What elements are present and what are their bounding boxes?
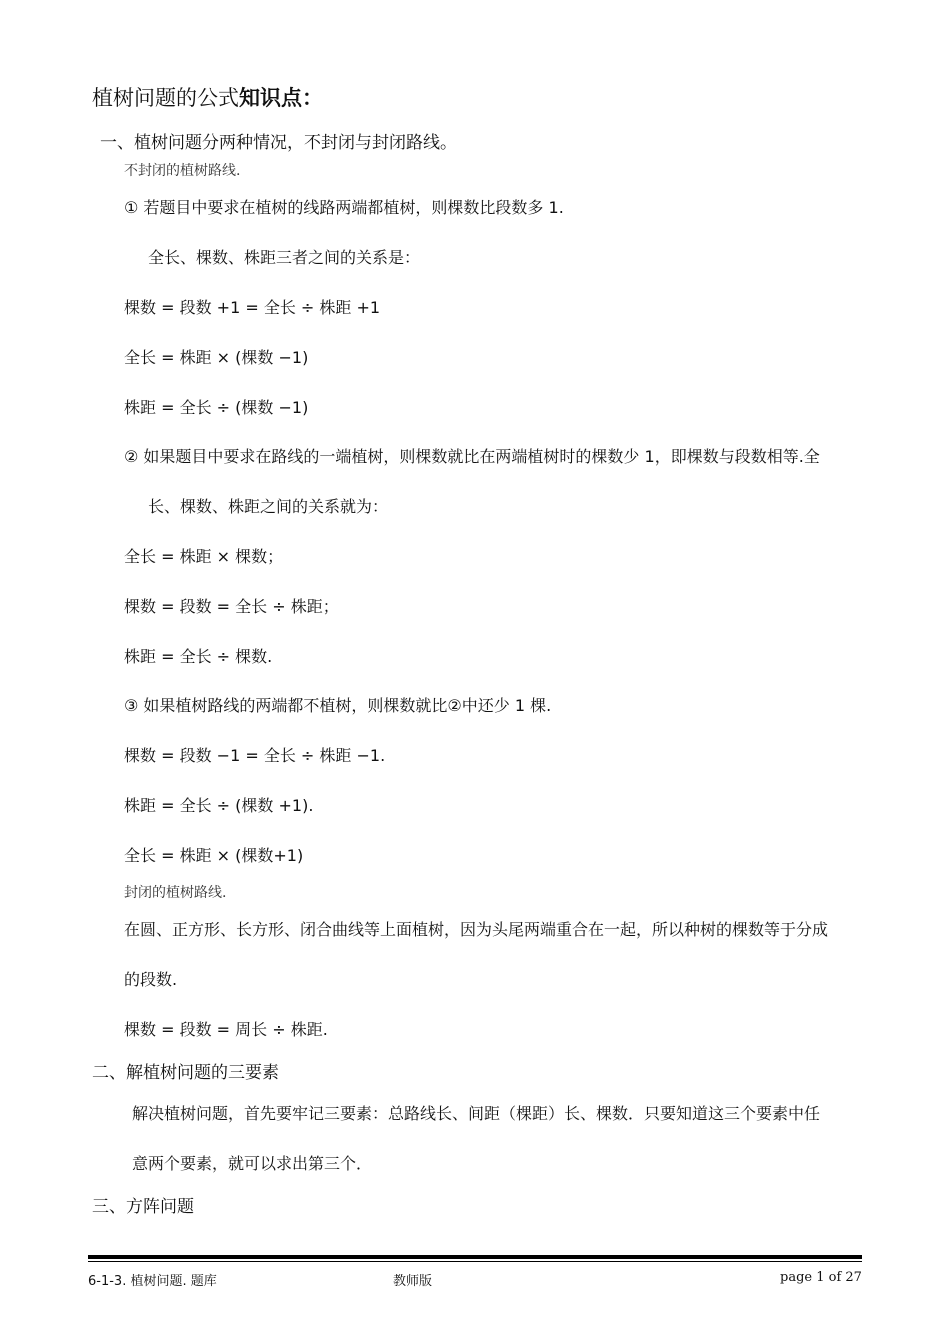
case-2-formula-2: 棵数 = 段数 = 全长 ÷ 株距； [124, 597, 339, 616]
case-3-formula-2: 株距 = 全长 ÷ (棵数 +1). [124, 796, 314, 815]
page-title-bold: 知识点： [239, 86, 323, 110]
case-1-formula-3: 株距 = 全长 ÷ (棵数 −1) [124, 398, 309, 417]
case-3-formula-1: 棵数 = 段数 −1 = 全长 ÷ 株距 −1. [124, 746, 386, 765]
case-3-formula-3: 全长 = 株距 × (棵数+1) [124, 846, 304, 865]
section-2-heading: 二、解植树问题的三要素 [92, 1063, 279, 1083]
case-2-formula-1: 全长 = 株距 × 棵数； [124, 547, 284, 566]
case-2-formula-3: 株距 = 全长 ÷ 棵数. [124, 647, 273, 666]
case-1-text: ① 若题目中要求在植树的线路两端都植树，则棵数比段数多 1. [124, 198, 564, 217]
case-3-text: ③ 如果植树路线的两端都不植树，则棵数就比②中还少 1 棵. [124, 696, 552, 715]
section-2-text-1: 解决植树问题，首先要牢记三要素：总路线长、间距（棵距）长、棵数．只要知道这三个要素中任 [132, 1104, 821, 1123]
case-1-formula-2: 全长 = 株距 × (棵数 −1) [124, 348, 309, 367]
section-3-heading: 三、方阵问题 [92, 1197, 194, 1217]
case-1-relation: 全长、棵数、株距三者之间的关系是： [148, 248, 421, 267]
closed-route-label: 封闭的植树路线. [124, 885, 227, 901]
footer-doc-name: 6-1-3. 植树问题. 题库 [88, 1274, 217, 1289]
footer-rule-thick [88, 1255, 862, 1259]
closed-route-text-2: 的段数. [124, 970, 178, 989]
footer-rule-thin [88, 1261, 862, 1262]
page-title-main: 植树问题的公式 [92, 86, 239, 110]
closed-route-formula: 棵数 = 段数 = 周长 ÷ 株距. [124, 1020, 328, 1039]
case-1-formula-1: 棵数 = 段数 +1 = 全长 ÷ 株距 +1 [124, 298, 381, 317]
section-2-text-2: 意两个要素，就可以求出第三个． [132, 1154, 373, 1173]
case-2-text: ② 如果题目中要求在路线的一端植树，则棵数就比在两端植树时的棵数少 1，即棵数与段数相等.全 [124, 447, 820, 466]
footer-page-number: page 1 of 27 [780, 1270, 862, 1285]
closed-route-text-1: 在圆、正方形、长方形、闭合曲线等上面植树，因为头尾两端重合在一起，所以种树的棵数等于分成 [124, 920, 829, 939]
section-1-heading: 一、植树问题分两种情况，不封闭与封闭路线。 [100, 133, 457, 153]
page-title [92, 82, 323, 112]
footer-edition: 教师版 [393, 1274, 433, 1289]
open-route-label: 不封闭的植树路线. [124, 163, 241, 179]
case-2-relation: 长、棵数、株距之间的关系就为： [148, 497, 389, 516]
